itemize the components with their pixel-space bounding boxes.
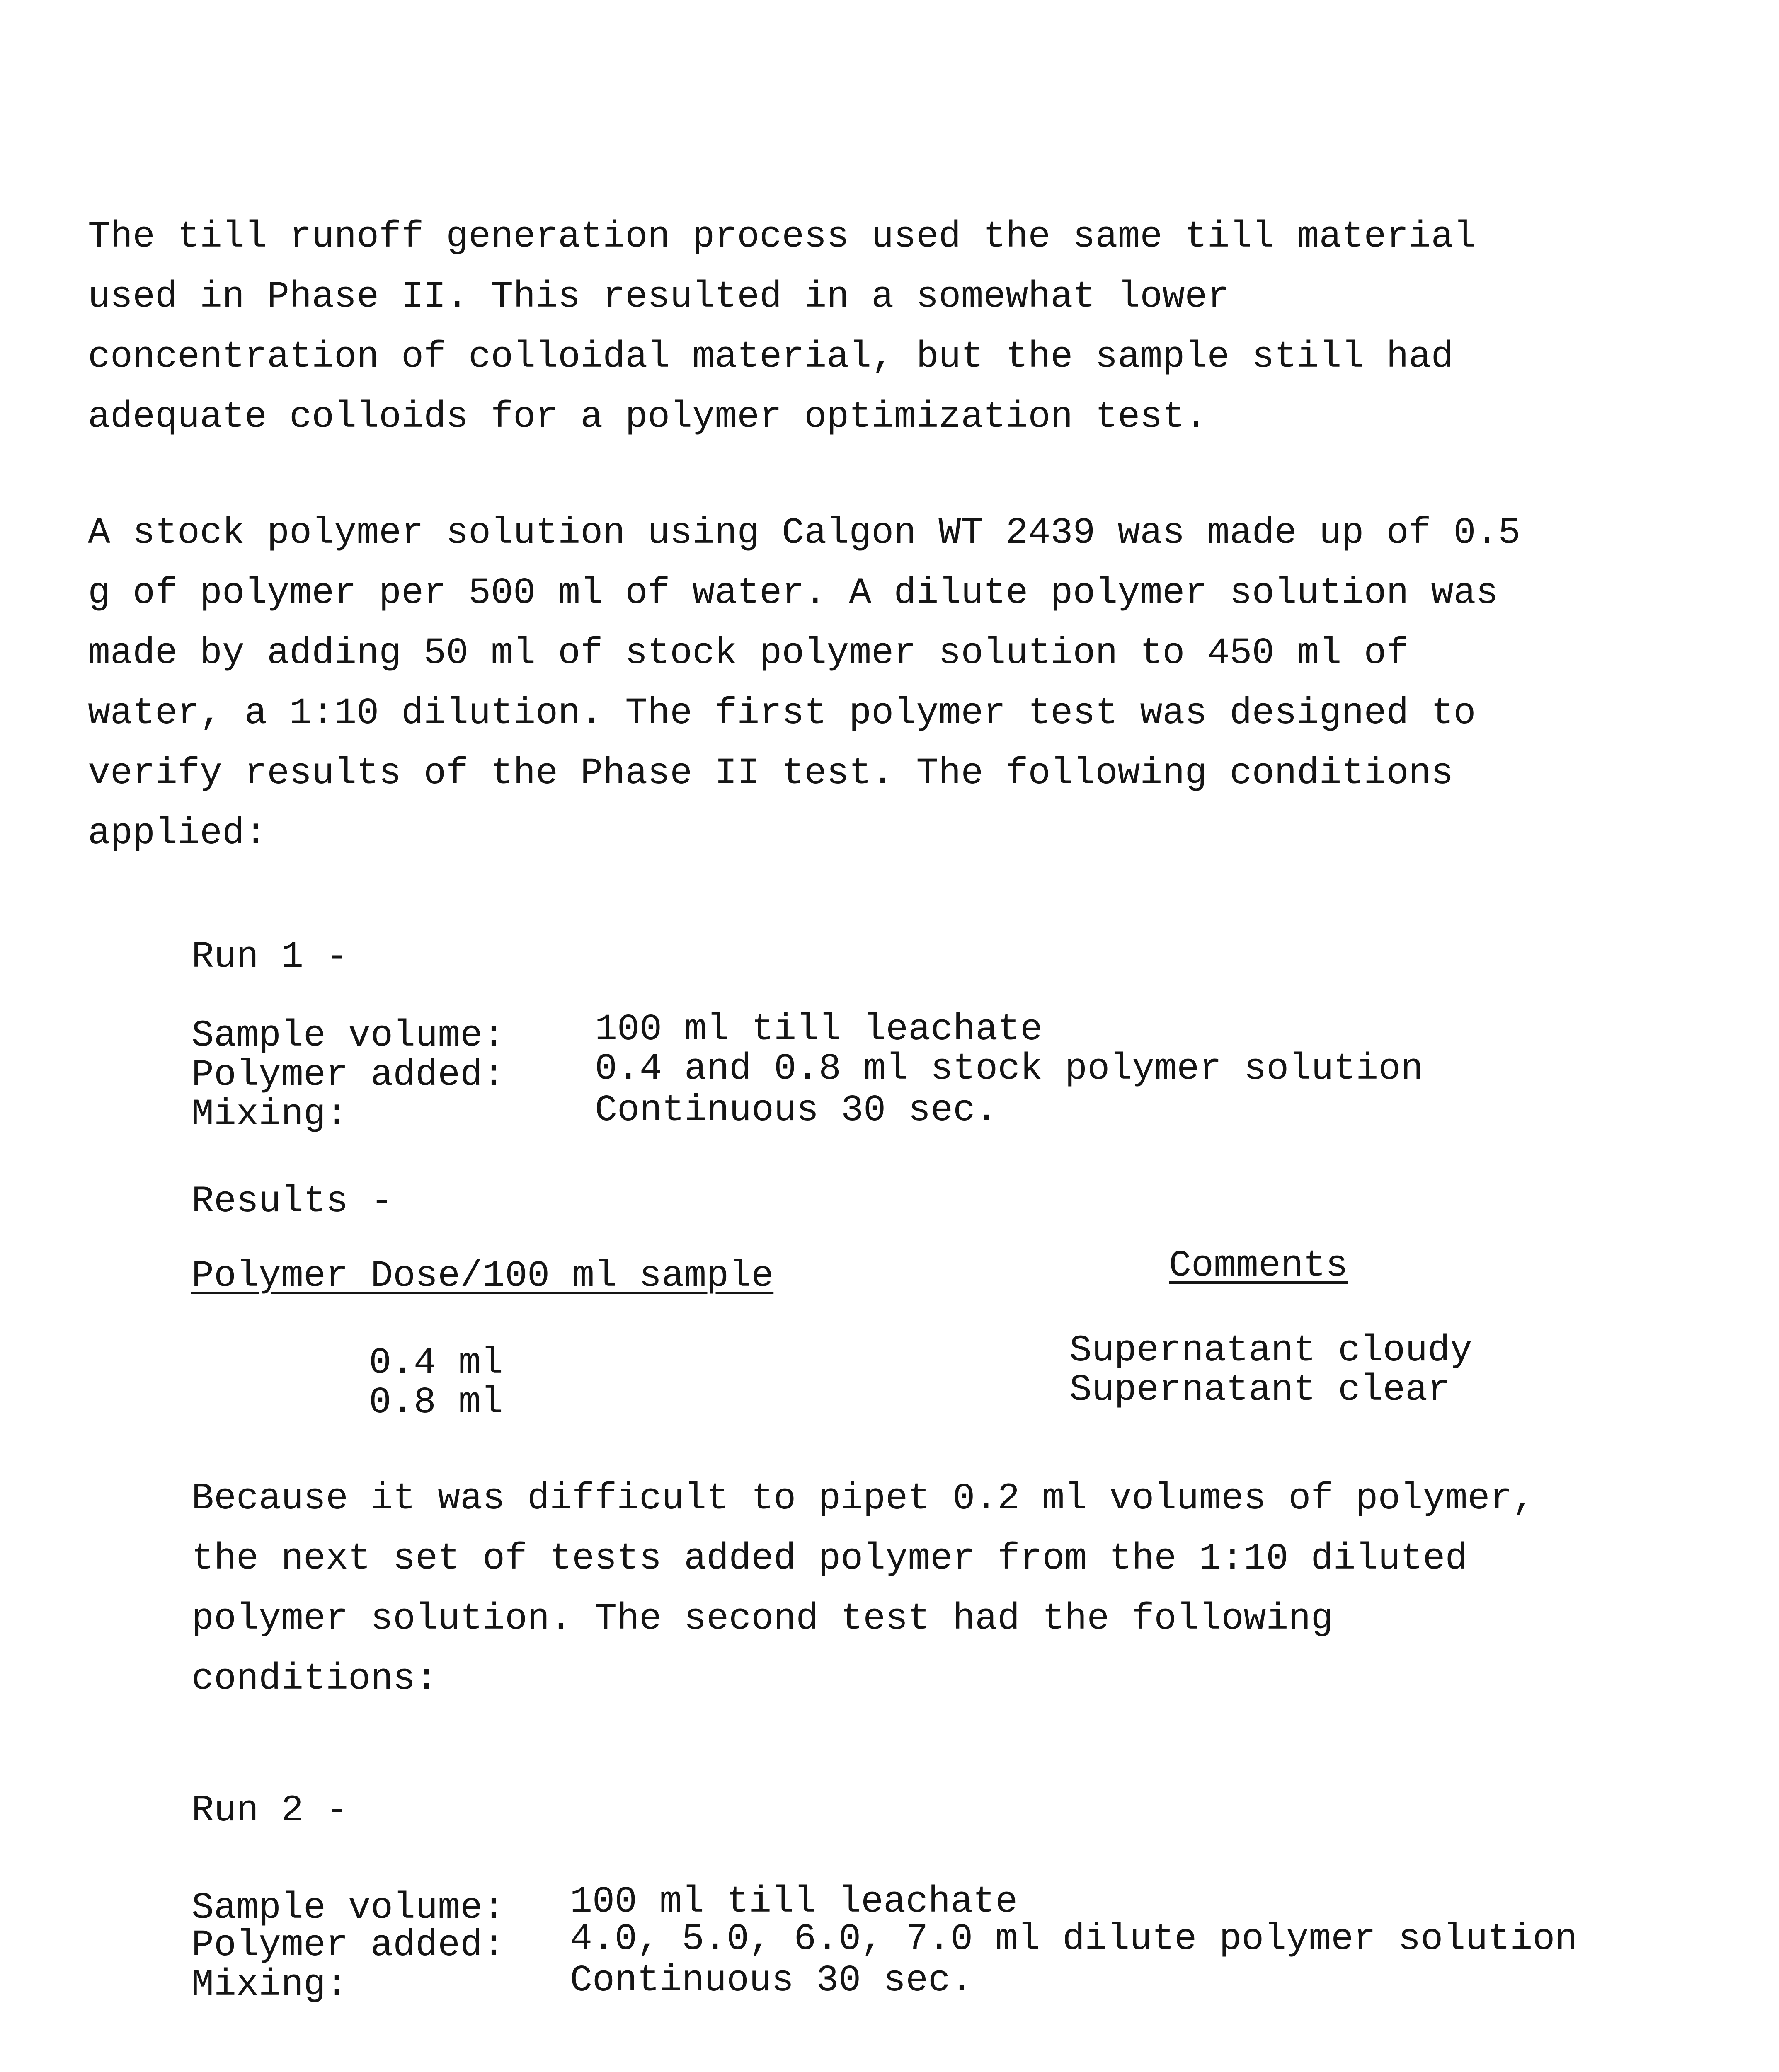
text-line: made by adding 50 ml of stock polymer solution to 450 ml of bbox=[88, 632, 1409, 675]
run1-results-title: Results - bbox=[191, 1181, 393, 1223]
results-row-comment: Supernatant cloudy bbox=[1069, 1330, 1473, 1372]
run1-value-sample-volume: 100 ml till leachate bbox=[595, 1009, 1043, 1051]
run1-label-mixing: Mixing: bbox=[191, 1094, 349, 1136]
run2-value-mixing: Continuous 30 sec. bbox=[570, 1960, 973, 2002]
text-line: g of polymer per 500 ml of water. A dilute polymer solution was bbox=[88, 572, 1498, 615]
text-line: water, a 1:10 dilution. The first polymer test was designed to bbox=[88, 692, 1476, 735]
text-line: applied: bbox=[88, 813, 267, 855]
paragraph-intro bbox=[88, 207, 1704, 448]
text-line: used in Phase II. This resulted in a somewhat lower bbox=[88, 276, 1230, 318]
run2-label-polymer-added: Polymer added: bbox=[191, 1924, 505, 1967]
results-row-comment: Supernatant clear bbox=[1069, 1369, 1450, 1411]
paragraph-dilute-tests bbox=[191, 1469, 1779, 1709]
text-line: The till runoff generation process used the same till material bbox=[88, 216, 1476, 258]
text-line: Because it was difficult to pipet 0.2 ml volumes of polymer, bbox=[191, 1478, 1535, 1520]
run1-title: Run 1 - bbox=[191, 936, 349, 978]
text-line: adequate colloids for a polymer optimization test. bbox=[88, 396, 1207, 438]
run1-value-mixing: Continuous 30 sec. bbox=[595, 1089, 998, 1132]
run2-value-sample-volume: 100 ml till leachate bbox=[570, 1881, 1018, 1923]
text-line: the next set of tests added polymer from the 1:10 diluted bbox=[191, 1538, 1468, 1580]
paragraph-stock-solution bbox=[88, 503, 1704, 864]
results-row-dose: 0.4 ml bbox=[369, 1342, 504, 1385]
text-line: A stock polymer solution using Calgon WT 2439 was made up of 0.5 bbox=[88, 512, 1521, 554]
run2-value-polymer-added: 4.0, 5.0, 6.0, 7.0 ml dilute polymer solution bbox=[570, 1918, 1578, 1961]
text-line: concentration of colloidal material, but the sample still had bbox=[88, 336, 1454, 378]
results-row-dose: 0.8 ml bbox=[369, 1382, 504, 1424]
text-line: conditions: bbox=[191, 1658, 438, 1700]
run2-title: Run 2 - bbox=[191, 1790, 349, 1832]
text-line: polymer solution. The second test had the following bbox=[191, 1598, 1333, 1640]
results-header-dose: Polymer Dose/100 ml sample bbox=[191, 1255, 774, 1297]
results-header-comments: Comments bbox=[1169, 1245, 1348, 1287]
run1-label-polymer-added: Polymer added: bbox=[191, 1054, 505, 1097]
run1-value-polymer-added: 0.4 and 0.8 ml stock polymer solution bbox=[595, 1048, 1423, 1090]
run2-label-sample-volume: Sample volume: bbox=[191, 1887, 505, 1929]
text-line: verify results of the Phase II test. The following conditions bbox=[88, 753, 1454, 795]
run2-label-mixing: Mixing: bbox=[191, 1964, 349, 2006]
run1-label-sample-volume: Sample volume: bbox=[191, 1015, 505, 1057]
